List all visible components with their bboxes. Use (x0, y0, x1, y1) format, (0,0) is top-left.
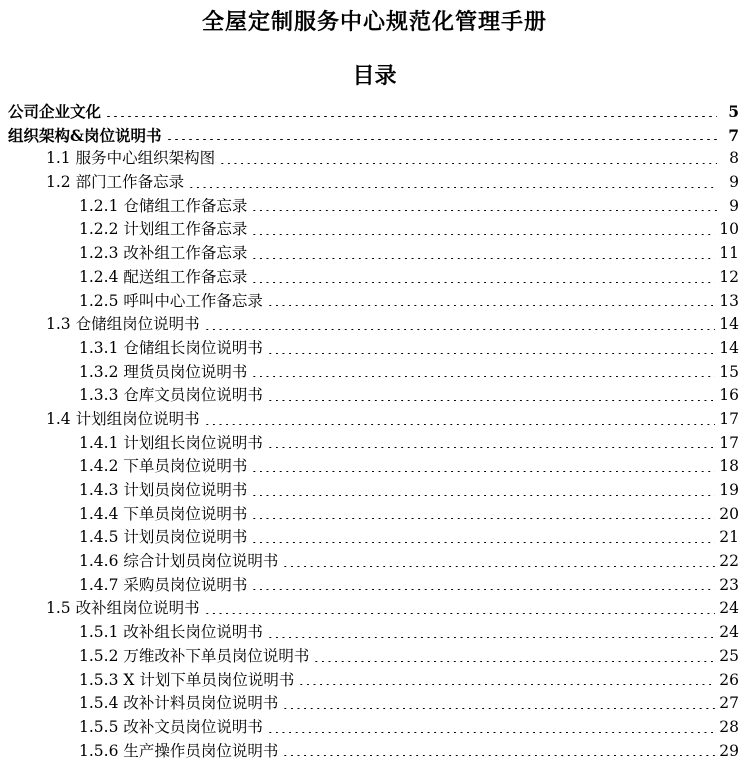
toc-entry[interactable] (0, 147, 749, 171)
toc-dot-leader (188, 187, 717, 188)
toc-entry-label: 1.5 改补组岗位说明书 (46, 599, 200, 618)
toc-entry-page-number: 25 (719, 646, 739, 665)
toc-entry-label: 1.4.2 下单员岗位说明书 (79, 457, 248, 476)
toc-entry-label: 1.4 计划组岗位说明书 (46, 409, 200, 428)
toc-dot-leader (251, 518, 715, 519)
toc-entry[interactable] (0, 479, 749, 503)
toc-entry-label: 1.3.2 理货员岗位说明书 (79, 362, 248, 381)
toc-entry-page-number: 16 (719, 386, 739, 405)
toc-dot-leader (251, 471, 715, 472)
toc-entry[interactable] (0, 716, 749, 740)
toc-dot-leader (204, 613, 716, 614)
toc-entry-page-number: 27 (719, 694, 739, 713)
toc-entry-label: 1.4.6 综合计划员岗位说明书 (79, 552, 279, 571)
toc-entry-page-number: 24 (719, 623, 739, 642)
toc-entry-page-number: 28 (719, 717, 739, 736)
toc-dot-leader (251, 542, 715, 543)
toc-entry-page-number: 29 (719, 741, 739, 760)
toc-entry-label: 1.3 仓储组岗位说明书 (46, 315, 200, 334)
toc-entry[interactable] (0, 337, 749, 361)
toc-entry[interactable] (0, 503, 749, 527)
toc-entry-page-number: 14 (719, 338, 739, 357)
toc-entry-page-number: 17 (719, 433, 739, 452)
toc-entry-label: 1.2 部门工作备忘录 (46, 173, 185, 192)
toc-entry-label: 1.3.3 仓库文员岗位说明书 (79, 386, 263, 405)
toc-entry-page-number: 26 (719, 670, 739, 689)
toc-dot-leader (204, 329, 716, 330)
toc-entry-page-number: 5 (728, 102, 739, 121)
toc-entry[interactable] (0, 432, 749, 456)
toc-dot-leader (166, 139, 718, 140)
toc-entry-page-number: 24 (719, 599, 739, 618)
toc-entry[interactable] (0, 124, 749, 148)
toc-entry-label: 1.5.5 改补文员岗位说明书 (79, 717, 263, 736)
toc-entry-page-number: 7 (728, 125, 739, 145)
toc-entry-label: 1.4.3 计划员岗位说明书 (79, 481, 248, 499)
toc-entry[interactable] (0, 740, 749, 764)
toc-entry[interactable] (0, 408, 749, 432)
toc-entry-label: 1.3.1 仓储组长岗位说明书 (79, 338, 263, 357)
toc-entry-page-number: 21 (719, 528, 739, 547)
toc-entry-label: 1.2.2 计划组工作备忘录 (79, 220, 248, 239)
toc-dot-leader (282, 566, 715, 567)
toc-entry-page-number: 9 (729, 173, 739, 192)
toc-entry[interactable] (0, 384, 749, 408)
toc-entry-page-number: 13 (719, 291, 739, 310)
toc-dot-leader (267, 447, 715, 448)
toc-entry-label: 1.5.3 X 计划下单员岗位说明书 (79, 670, 295, 689)
toc-entry-label: 1.4.4 下单员岗位说明书 (79, 504, 248, 523)
toc-entry-label: 1.5.4 改补计料员岗位说明书 (79, 694, 279, 713)
toc-entry-label: 1.5.6 生产操作员岗位说明书 (79, 741, 279, 760)
toc-entry[interactable] (0, 455, 749, 479)
toc-dot-leader (251, 495, 715, 496)
toc-entry-label: 组织架构&岗位说明书 (8, 125, 162, 145)
toc-entry[interactable] (0, 526, 749, 550)
toc-entry[interactable] (0, 692, 749, 716)
toc-entry-page-number: 14 (719, 315, 739, 334)
toc-entry-label: 公司企业文化 (8, 102, 102, 121)
table-of-contents (0, 100, 749, 763)
toc-entry-page-number: 8 (729, 149, 739, 168)
toc-entry[interactable] (0, 361, 749, 385)
toc-heading: 目录 (352, 63, 397, 89)
toc-entry[interactable] (0, 100, 749, 124)
toc-entry-page-number: 11 (719, 244, 739, 263)
toc-entry[interactable] (0, 645, 749, 669)
toc-entry-page-number: 9 (729, 196, 739, 215)
toc-entry-page-number: 17 (719, 409, 739, 428)
toc-dot-leader (267, 637, 715, 638)
toc-entry[interactable] (0, 195, 749, 219)
toc-entry-page-number: 22 (719, 552, 739, 571)
toc-entry-page-number: 19 (719, 481, 739, 499)
toc-dot-leader (282, 755, 715, 756)
toc-entry-label: 1.5.2 万维改补下单员岗位说明书 (79, 646, 310, 665)
toc-dot-leader (298, 684, 715, 685)
toc-entry[interactable] (0, 313, 749, 337)
toc-entry-label: 1.2.3 改补组工作备忘录 (79, 244, 248, 263)
toc-entry[interactable] (0, 669, 749, 693)
toc-dot-leader (267, 400, 715, 401)
toc-entry[interactable] (0, 621, 749, 645)
toc-entry-label: 1.2.1 仓储组工作备忘录 (79, 196, 248, 215)
toc-entry-label: 1.2.4 配送组工作备忘录 (79, 267, 248, 286)
toc-dot-leader (282, 708, 715, 709)
toc-entry[interactable] (0, 290, 749, 314)
toc-entry-label: 1.1 服务中心组织架构图 (46, 149, 216, 168)
toc-dot-leader (251, 589, 715, 590)
toc-dot-leader (251, 210, 717, 211)
toc-dot-leader (251, 376, 715, 377)
toc-entry-label: 1.5.1 改补组长岗位说明书 (79, 623, 263, 642)
toc-entry[interactable] (0, 266, 749, 290)
document-title: 全屋定制服务中心规范化管理手册 (201, 9, 547, 35)
toc-entry[interactable] (0, 218, 749, 242)
toc-entry-label: 1.2.5 呼叫中心工作备忘录 (79, 291, 263, 310)
toc-dot-leader (313, 661, 715, 662)
toc-entry-page-number: 10 (719, 220, 739, 239)
toc-entry-page-number: 20 (719, 504, 739, 523)
toc-entry[interactable] (0, 171, 749, 195)
toc-entry-label: 1.4.5 计划员岗位说明书 (79, 528, 248, 547)
toc-dot-leader (219, 163, 717, 164)
toc-dot-leader (251, 234, 715, 235)
toc-dot-leader (251, 282, 715, 283)
toc-entry-page-number: 12 (719, 267, 739, 286)
toc-entry[interactable] (0, 597, 749, 621)
toc-dot-leader (105, 116, 717, 117)
toc-dot-leader (204, 424, 716, 425)
toc-entry-page-number: 18 (719, 457, 739, 476)
toc-entry[interactable] (0, 242, 749, 266)
toc-dot-leader (251, 258, 715, 259)
toc-dot-leader (267, 305, 715, 306)
toc-entry[interactable] (0, 550, 749, 574)
toc-entry-label: 1.4.1 计划组长岗位说明书 (79, 433, 263, 452)
toc-entry-page-number: 23 (719, 575, 739, 594)
toc-dot-leader (267, 353, 715, 354)
toc-dot-leader (267, 732, 715, 733)
toc-entry-label: 1.4.7 采购员岗位说明书 (79, 575, 248, 594)
toc-entry[interactable] (0, 574, 749, 598)
toc-entry-page-number: 15 (719, 362, 739, 381)
